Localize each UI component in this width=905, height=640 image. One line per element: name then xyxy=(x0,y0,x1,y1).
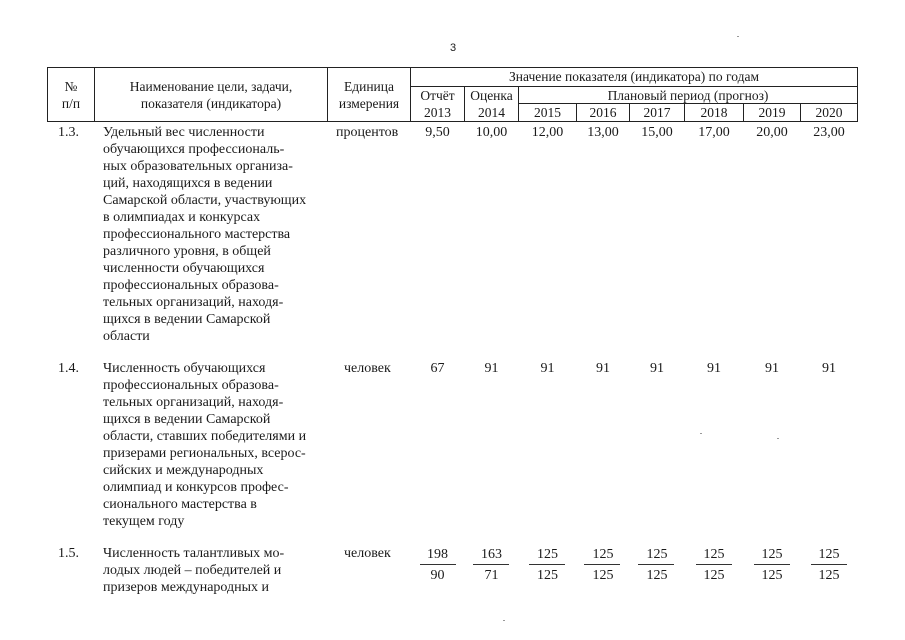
fraction-line xyxy=(638,564,674,565)
numerator-2017: 125 xyxy=(646,547,668,562)
value-2013: 9,50 xyxy=(425,125,450,140)
row-name-line: обучающихся профессиональ- xyxy=(103,142,285,157)
value-2019: 91 xyxy=(765,361,779,376)
numerator-2014: 163 xyxy=(481,547,502,562)
row-name-line: призеров международных и xyxy=(103,580,270,595)
row-name-line: сийских и международных xyxy=(103,463,264,478)
plan-year-2017: 2017 xyxy=(643,105,671,120)
row-name-line: сионального мастерства в xyxy=(103,497,257,512)
fraction-line xyxy=(473,564,509,565)
row-name-line: призерами региональных, всерос- xyxy=(103,446,306,461)
fraction-line xyxy=(811,564,847,565)
page-number: 3 xyxy=(449,42,457,54)
col-name-line2: показателя (индикатора) xyxy=(140,96,282,111)
row-name-line: в олимпиадах и конкурсах xyxy=(103,210,261,225)
report-year: 2013 xyxy=(424,105,451,120)
denominator-2014: 71 xyxy=(484,568,499,583)
row-name-line: ций, находящихся в ведении xyxy=(103,176,273,191)
fraction-line xyxy=(420,564,456,565)
estimate-year: 2014 xyxy=(478,105,505,120)
plan-year-2019: 2019 xyxy=(758,105,786,120)
plan-year-2016: 2016 xyxy=(589,105,617,120)
numerator-2013: 198 xyxy=(427,547,448,562)
row-name-line: ных образовательных организа- xyxy=(103,159,293,174)
scan-speck xyxy=(737,36,739,37)
col-name-line1: Наименование цели, задачи, xyxy=(129,79,293,94)
scan-speck xyxy=(777,438,779,439)
fraction-line xyxy=(529,564,565,565)
row-name-line: области, ставших победителями и xyxy=(103,429,307,444)
fraction-line xyxy=(754,564,790,565)
value-2014: 10,00 xyxy=(475,125,508,140)
denominator-2019: 125 xyxy=(761,568,783,583)
fraction-line xyxy=(584,564,620,565)
row-number: 1.4. xyxy=(58,361,79,376)
row-name-line: Удельный вес численности xyxy=(103,125,265,140)
estimate-label: Оценка xyxy=(470,88,513,103)
value-2016: 13,00 xyxy=(587,125,619,140)
value-2015: 12,00 xyxy=(531,125,564,140)
denominator-2020: 125 xyxy=(818,568,840,583)
denominator-2015: 125 xyxy=(537,568,558,583)
row-number: 1.5. xyxy=(58,546,79,561)
col-unit-line2: измерения xyxy=(338,96,400,111)
row-name-line: тельных организаций, находя- xyxy=(103,295,284,310)
denominator-2016: 125 xyxy=(592,568,614,583)
col-unit-line1: Единица xyxy=(343,79,394,94)
row-name xyxy=(103,124,322,345)
values-title: Значение показателя (индикатора) по годам xyxy=(509,69,759,84)
row-name-line: Численность обучающихся xyxy=(103,361,266,376)
row-name-line: лодых людей – победителей и xyxy=(103,563,282,578)
plan-year-2020: 2020 xyxy=(815,105,843,120)
row-name-line: щихся в ведении Самарской xyxy=(103,412,271,427)
plan-title: Плановый период (прогноз) xyxy=(607,88,769,103)
row-name-line: различного уровня, в общей xyxy=(103,244,271,259)
value-2017: 91 xyxy=(650,361,664,376)
value-2015: 91 xyxy=(540,361,555,376)
row-name-line: профессиональных образова- xyxy=(103,278,279,293)
numerator-2020: 125 xyxy=(818,547,840,562)
row-number: 1.3. xyxy=(58,125,79,140)
numerator-2018: 125 xyxy=(703,547,725,562)
header-bottom-border xyxy=(47,121,858,122)
value-2020: 23,00 xyxy=(813,125,845,140)
row-name xyxy=(103,545,322,596)
row-name-line: щихся в ведении Самарской xyxy=(103,312,271,327)
row-name-line: текущем году xyxy=(103,514,185,529)
denominator-2018: 125 xyxy=(703,568,725,583)
row-name-line: Самарской области, участвующих xyxy=(103,193,307,208)
row-unit: человек xyxy=(344,546,391,561)
value-2018: 91 xyxy=(707,361,721,376)
plan-year-2018: 2018 xyxy=(700,105,728,120)
value-2014: 91 xyxy=(484,361,499,376)
col-no-line1: № xyxy=(64,79,78,94)
row-name-line: олимпиад и конкурсов профес- xyxy=(103,480,289,495)
row-name-line: Численность талантливых мо- xyxy=(103,546,285,561)
numerator-2016: 125 xyxy=(592,547,614,562)
row-name-line: профессионального мастерства xyxy=(103,227,291,242)
numerator-2019: 125 xyxy=(761,547,783,562)
report-label: Отчёт xyxy=(420,88,455,103)
scan-speck xyxy=(700,433,702,434)
fraction-line xyxy=(696,564,732,565)
value-2020: 91 xyxy=(822,361,836,376)
value-2013: 67 xyxy=(430,361,445,376)
header-right-border xyxy=(857,67,858,122)
row-unit: человек xyxy=(344,361,391,376)
denominator-2017: 125 xyxy=(646,568,668,583)
row-name-line: численности обучающихся xyxy=(103,261,265,276)
scan-speck xyxy=(503,620,505,621)
denominator-2013: 90 xyxy=(430,568,445,583)
row-name-line: области xyxy=(103,329,150,344)
value-2019: 20,00 xyxy=(756,125,788,140)
row-name-line: профессиональных образова- xyxy=(103,378,279,393)
row-name-line: тельных организаций, находя- xyxy=(103,395,284,410)
plan-year-2015: 2015 xyxy=(534,105,561,120)
value-2018: 17,00 xyxy=(698,125,730,140)
col-no-line2: п/п xyxy=(61,96,81,111)
value-2016: 91 xyxy=(596,361,610,376)
row-unit: процентов xyxy=(336,125,399,140)
row-name xyxy=(103,360,322,530)
numerator-2015: 125 xyxy=(537,547,558,562)
value-2017: 15,00 xyxy=(641,125,673,140)
